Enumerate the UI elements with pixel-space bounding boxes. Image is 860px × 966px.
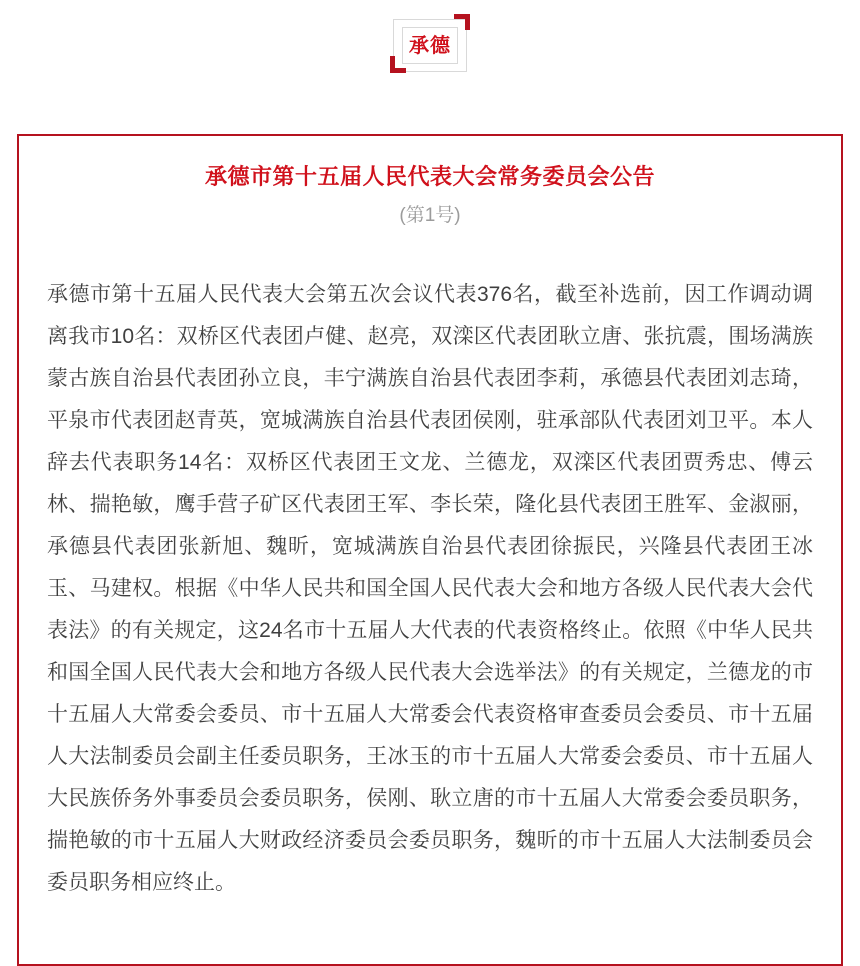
- announcement-number: (第1号): [399, 205, 461, 226]
- logo-inner-box: [402, 27, 458, 64]
- announcement-title: 承德市第十五届人民代表大会常务委员会公告: [204, 164, 655, 189]
- announcement-body: 承德市第十五届人民代表大会第五次会议代表376名，截至补选前，因工作调动调离我市10名：双桥区代表团卢健、赵亮，双滦区代表团耿立唐、张抗震，围场满族蒙古族自治县代表团孙立良，丰宁满族自治县代表团李莉，承德县代表团刘志琦，平泉市代表团赵青英，宽城满族自治县代表团侯刚，驻承部队代表团刘卫平。本人辞去代表职务14名：双桥区代表团王文龙、兰德龙，双滦区代表团贾秀忠、傅云林、揣艳敏，鹰手营子矿区代表团王军、李长荣，隆化县代表团王胜军、金淑丽，承德县代表团张新旭、魏昕，宽城满族自治县代表团徐振民，兴隆县代表团王冰玉、马建权。根据《中华人民共和国全国人民代表大会和地方各级人民代表大会代表法》的有关规定，这24名市十五届人大代表的代表资格终止。依照《中华人民共和国全国人民代表大会和地方各级人民代表大会选举法》的有关规定，兰德龙的市十五届人大常委会委员、市十五届人大常委会代表资格审查委员会委员、市十五届人大法制委员会副主任委员职务，王冰玉的市十五届人大常委会委员、市十五届人大民族侨务外事委员会委员职务，侯刚、耿立唐的市十五届人大常委会委员职务，揣艳敏的市十五届人大财政经济委员会委员职务，魏昕的市十五届人大法制委员会委员职务相应终止。: [47, 283, 813, 894]
- announcement-card: [17, 134, 843, 966]
- chengde-logo: [390, 14, 470, 73]
- logo-text: 承德: [409, 34, 451, 57]
